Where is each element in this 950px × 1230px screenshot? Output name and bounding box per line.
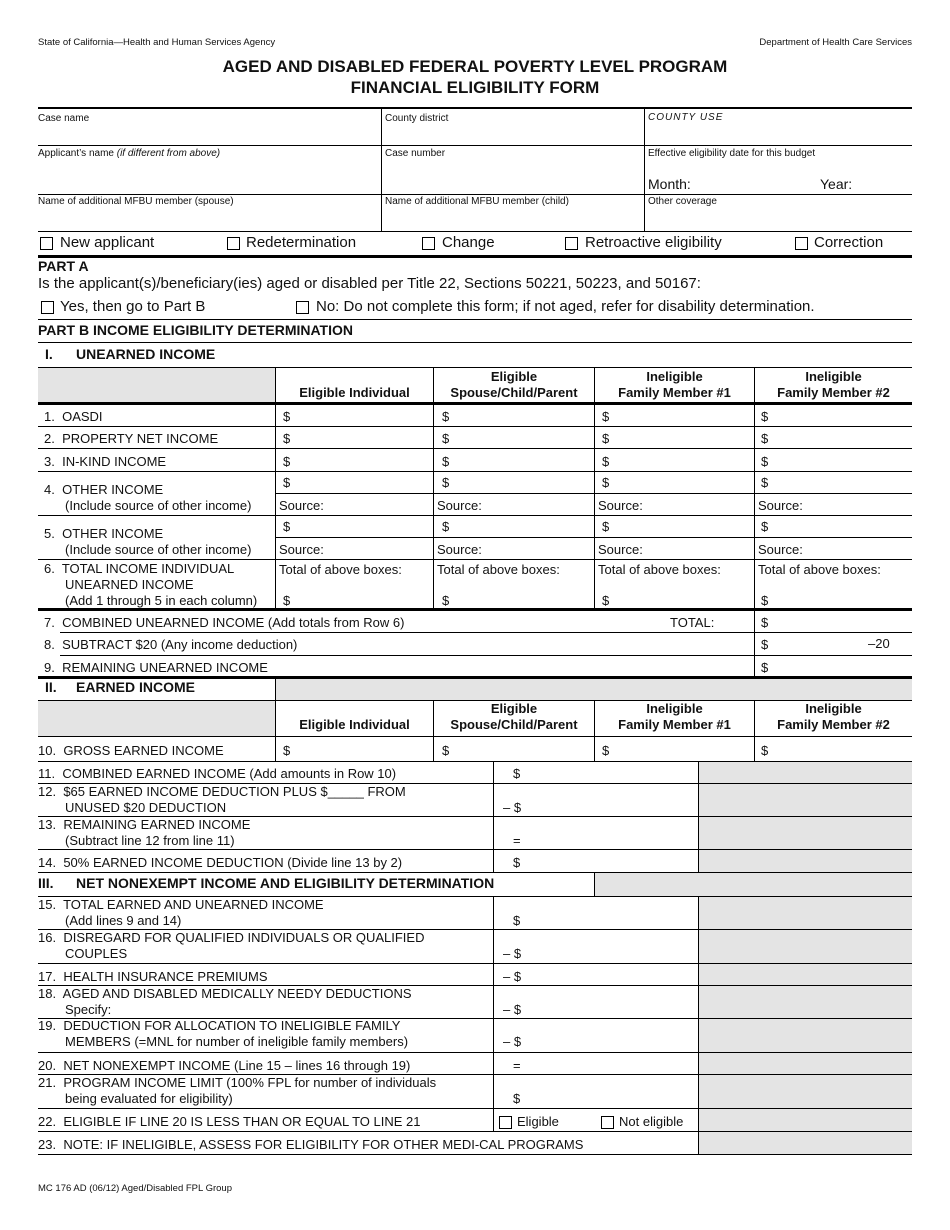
spouse-name-field[interactable]: Name of additional MFBU member (spouse) xyxy=(38,196,234,207)
part-a-no-checkbox[interactable] xyxy=(296,301,309,314)
section2-title: EARNED INCOME xyxy=(76,679,196,695)
part-a-yes-checkbox[interactable] xyxy=(41,301,54,314)
row7-total-label: TOTAL: xyxy=(670,615,715,630)
row6-col2-input[interactable]: $ xyxy=(442,593,450,608)
child-name-field[interactable]: Name of additional MFBU member (child) xyxy=(385,196,569,207)
col-ineligible-2: Ineligible Family Member #2 xyxy=(777,369,890,400)
row19-label2: MEMBERS (=MNL for number of ineligible family members) xyxy=(65,1034,409,1049)
row11-input[interactable]: $ xyxy=(513,766,521,781)
col-ineligible-1: Ineligible Family Member #1 xyxy=(618,369,731,400)
row18-input[interactable]: – $ xyxy=(503,1002,522,1017)
sec2-col-eligible-individual: Eligible Individual xyxy=(299,717,410,732)
county-use-label: COUNTY USE xyxy=(648,112,724,123)
row6-col1-label: Total of above boxes: xyxy=(279,562,402,577)
row5-col2-source[interactable]: Source: xyxy=(437,542,482,557)
row10-col3-input[interactable]: $ xyxy=(602,743,610,758)
redetermination-label: Redetermination xyxy=(246,234,357,251)
row6-col4-label: Total of above boxes: xyxy=(758,562,881,577)
row18-specify-field[interactable]: Specify: xyxy=(65,1002,112,1017)
row6-label2: UNEARNED INCOME xyxy=(65,577,194,592)
row2-col3-input[interactable]: $ xyxy=(602,431,610,446)
row1-col4-input[interactable]: $ xyxy=(761,409,769,424)
row3-col2-input[interactable]: $ xyxy=(442,454,450,469)
row5-col3-input[interactable]: $ xyxy=(602,519,610,534)
eligible-label: Eligible xyxy=(517,1114,559,1129)
row13-label: 13. REMAINING EARNED INCOME xyxy=(38,817,251,832)
row5-col4-input[interactable]: $ xyxy=(761,519,769,534)
row10-col4-input[interactable]: $ xyxy=(761,743,769,758)
case-name-field[interactable]: Case name xyxy=(38,113,90,124)
section3-title: NET NONEXEMPT INCOME AND ELIGIBILITY DETERMINATION xyxy=(76,875,495,891)
row20-input[interactable]: = xyxy=(513,1058,521,1073)
case-number-field[interactable]: Case number xyxy=(385,148,446,159)
sec2-col-ineligible-2: Ineligible Family Member #2 xyxy=(777,701,890,732)
row6-col2-label: Total of above boxes: xyxy=(437,562,560,577)
row23-note: 23. NOTE: IF INELIGIBLE, ASSESS FOR ELIGIBILITY FOR OTHER MEDI-CAL PROGRAMS xyxy=(38,1137,584,1152)
row4-label: 4. OTHER INCOME xyxy=(44,482,164,497)
row4-col4-source[interactable]: Source: xyxy=(758,498,803,513)
row3-col4-input[interactable]: $ xyxy=(761,454,769,469)
row5-col3-source[interactable]: Source: xyxy=(598,542,643,557)
row21-input[interactable]: $ xyxy=(513,1091,521,1106)
row2-col1-input[interactable]: $ xyxy=(283,431,291,446)
row1-col2-input[interactable]: $ xyxy=(442,409,450,424)
col-eligible-individual: Eligible Individual xyxy=(299,385,410,400)
row5-label: 5. OTHER INCOME xyxy=(44,526,164,541)
row6-label: 6. TOTAL INCOME INDIVIDUAL xyxy=(44,561,235,576)
part-b-heading: PART B INCOME ELIGIBILITY DETERMINATION xyxy=(38,322,353,338)
change-checkbox[interactable] xyxy=(422,237,435,250)
row6-col4-input[interactable]: $ xyxy=(761,593,769,608)
row20-label: 20. NET NONEXEMPT INCOME (Line 15 – lines 16 through 19) xyxy=(38,1058,411,1073)
row11-label: 11. COMBINED EARNED INCOME (Add amounts in Row 10) xyxy=(38,766,397,781)
part-a-question: Is the applicant(s)/beneficiary(ies) aged or disabled per Title 22, Sections 50221, 50223, and 50167: xyxy=(38,275,701,292)
row12-input[interactable]: – $ xyxy=(503,800,522,815)
row17-input[interactable]: – $ xyxy=(503,969,522,984)
row21-label2: being evaluated for eligibility) xyxy=(65,1091,233,1106)
row8-input[interactable]: $ xyxy=(761,637,769,652)
row4-col1-source[interactable]: Source: xyxy=(279,498,324,513)
row12-label2: UNUSED $20 DEDUCTION xyxy=(65,800,227,815)
row8-amount: –20 xyxy=(868,636,890,651)
not-eligible-checkbox[interactable] xyxy=(601,1116,614,1129)
section1-title: UNEARNED INCOME xyxy=(76,346,216,362)
row3-label: 3. IN-KIND INCOME xyxy=(44,454,167,469)
row22-label: 22. ELIGIBLE IF LINE 20 IS LESS THAN OR EQUAL TO LINE 21 xyxy=(38,1114,421,1129)
eligible-checkbox[interactable] xyxy=(499,1116,512,1129)
effective-date-label: Effective eligibility date for this budget xyxy=(648,148,816,159)
year-field[interactable]: Year: xyxy=(820,176,853,192)
row6-col3-label: Total of above boxes: xyxy=(598,562,721,577)
row6-col1-input[interactable]: $ xyxy=(283,593,291,608)
row1-col3-input[interactable]: $ xyxy=(602,409,610,424)
row9-input[interactable]: $ xyxy=(761,660,769,675)
part-a-heading: PART A xyxy=(38,258,89,274)
redetermination-checkbox[interactable] xyxy=(227,237,240,250)
form-title-line1: AGED AND DISABLED FEDERAL POVERTY LEVEL PROGRAM xyxy=(222,57,728,76)
section3-roman: III. xyxy=(38,875,54,891)
correction-checkbox[interactable] xyxy=(795,237,808,250)
row4-col4-input[interactable]: $ xyxy=(761,475,769,490)
row15-input[interactable]: $ xyxy=(513,913,521,928)
row5-col4-source[interactable]: Source: xyxy=(758,542,803,557)
form-title-line2: FINANCIAL ELIGIBILITY FORM xyxy=(350,78,600,97)
row1-label: 1. OASDI xyxy=(44,409,103,424)
row2-col2-input[interactable]: $ xyxy=(442,431,450,446)
row1-col1-input[interactable]: $ xyxy=(283,409,291,424)
row14-input[interactable]: $ xyxy=(513,855,521,870)
row4-col2-source[interactable]: Source: xyxy=(437,498,482,513)
row9-label: 9. REMAINING UNEARNED INCOME xyxy=(44,660,268,675)
applicant-name-note: (if different from above) xyxy=(116,148,221,159)
sec2-col-eligible-spouse: Eligible Spouse/Child/Parent xyxy=(450,701,578,732)
row5-col1-source[interactable]: Source: xyxy=(279,542,324,557)
sec2-col-ineligible-1: Ineligible Family Member #1 xyxy=(618,701,731,732)
row12-label: 12. $65 EARNED INCOME DEDUCTION PLUS $_____ FROM xyxy=(38,784,406,799)
row5-col2-input[interactable]: $ xyxy=(442,519,450,534)
row21-label: 21. PROGRAM INCOME LIMIT (100% FPL for number of individuals xyxy=(38,1075,437,1090)
row18-label: 18. AGED AND DISABLED MEDICALLY NEEDY DEDUCTIONS xyxy=(38,986,412,1001)
row4-col3-source[interactable]: Source: xyxy=(598,498,643,513)
row17-label: 17. HEALTH INSURANCE PREMIUMS xyxy=(38,969,268,984)
agency-name: State of California—Health and Human Services Agency xyxy=(38,37,276,48)
part-a-no-label: No: Do not complete this form; if not aged, refer for disability determination. xyxy=(316,298,815,315)
row4-sublabel: (Include source of other income) xyxy=(65,498,252,513)
row15-label: 15. TOTAL EARNED AND UNEARNED INCOME xyxy=(38,897,324,912)
row3-col3-input[interactable]: $ xyxy=(602,454,610,469)
row7-total-input[interactable]: $ xyxy=(761,615,769,630)
row15-label2: (Add lines 9 and 14) xyxy=(65,913,182,928)
form-id: MC 176 AD (06/12) Aged/Disabled FPL Group xyxy=(38,1183,232,1194)
row19-input[interactable]: – $ xyxy=(503,1034,522,1049)
row6-sublabel: (Add 1 through 5 in each column) xyxy=(65,593,258,608)
row10-label: 10. GROSS EARNED INCOME xyxy=(38,743,224,758)
row2-label: 2. PROPERTY NET INCOME xyxy=(44,431,219,446)
section1-roman: I. xyxy=(45,346,53,362)
department-name: Department of Health Care Services xyxy=(759,37,912,48)
not-eligible-label: Not eligible xyxy=(619,1114,684,1129)
row19-label: 19. DEDUCTION FOR ALLOCATION TO INELIGIBLE FAMILY xyxy=(38,1018,401,1033)
row6-col3-input[interactable]: $ xyxy=(602,593,610,608)
row16-label2: COUPLES xyxy=(65,946,128,961)
other-coverage-field[interactable]: Other coverage xyxy=(648,196,717,207)
county-district-field[interactable]: County district xyxy=(385,113,449,124)
retroactive-checkbox[interactable] xyxy=(565,237,578,250)
part-a-yes-label: Yes, then go to Part B xyxy=(60,298,206,315)
row2-col4-input[interactable]: $ xyxy=(761,431,769,446)
section2-roman: II. xyxy=(45,679,57,695)
row5-sublabel: (Include source of other income) xyxy=(65,542,252,557)
row14-label: 14. 50% EARNED INCOME DEDUCTION (Divide line 13 by 2) xyxy=(38,855,403,870)
applicant-name-field[interactable] xyxy=(38,148,220,159)
row16-input[interactable]: – $ xyxy=(503,946,522,961)
row8-label: 8. SUBTRACT $20 (Any income deduction) xyxy=(44,637,298,652)
row4-col2-input[interactable]: $ xyxy=(442,475,450,490)
row10-col1-input[interactable]: $ xyxy=(283,743,291,758)
row5-col1-input[interactable]: $ xyxy=(283,519,291,534)
change-label: Change xyxy=(442,234,495,251)
correction-label: Correction xyxy=(814,234,884,251)
row4-col1-input[interactable]: $ xyxy=(283,475,291,490)
row4-col3-input[interactable]: $ xyxy=(602,475,610,490)
new-applicant-label: New applicant xyxy=(60,234,155,251)
col-eligible-spouse: Eligible Spouse/Child/Parent xyxy=(450,369,578,400)
month-field[interactable]: Month: xyxy=(648,176,691,192)
row13-label2: (Subtract line 12 from line 11) xyxy=(65,833,235,848)
row7-label: 7. COMBINED UNEARNED INCOME (Add totals from Row 6) xyxy=(44,615,405,630)
retroactive-label: Retroactive eligibility xyxy=(585,234,722,251)
row13-input[interactable]: = xyxy=(513,833,521,848)
row3-col1-input[interactable]: $ xyxy=(283,454,291,469)
row10-col2-input[interactable]: $ xyxy=(442,743,450,758)
new-applicant-checkbox[interactable] xyxy=(40,237,53,250)
applicant-name-label: Applicant’s name xyxy=(38,148,117,159)
row16-label: 16. DISREGARD FOR QUALIFIED INDIVIDUALS OR QUALIFIED xyxy=(38,930,425,945)
